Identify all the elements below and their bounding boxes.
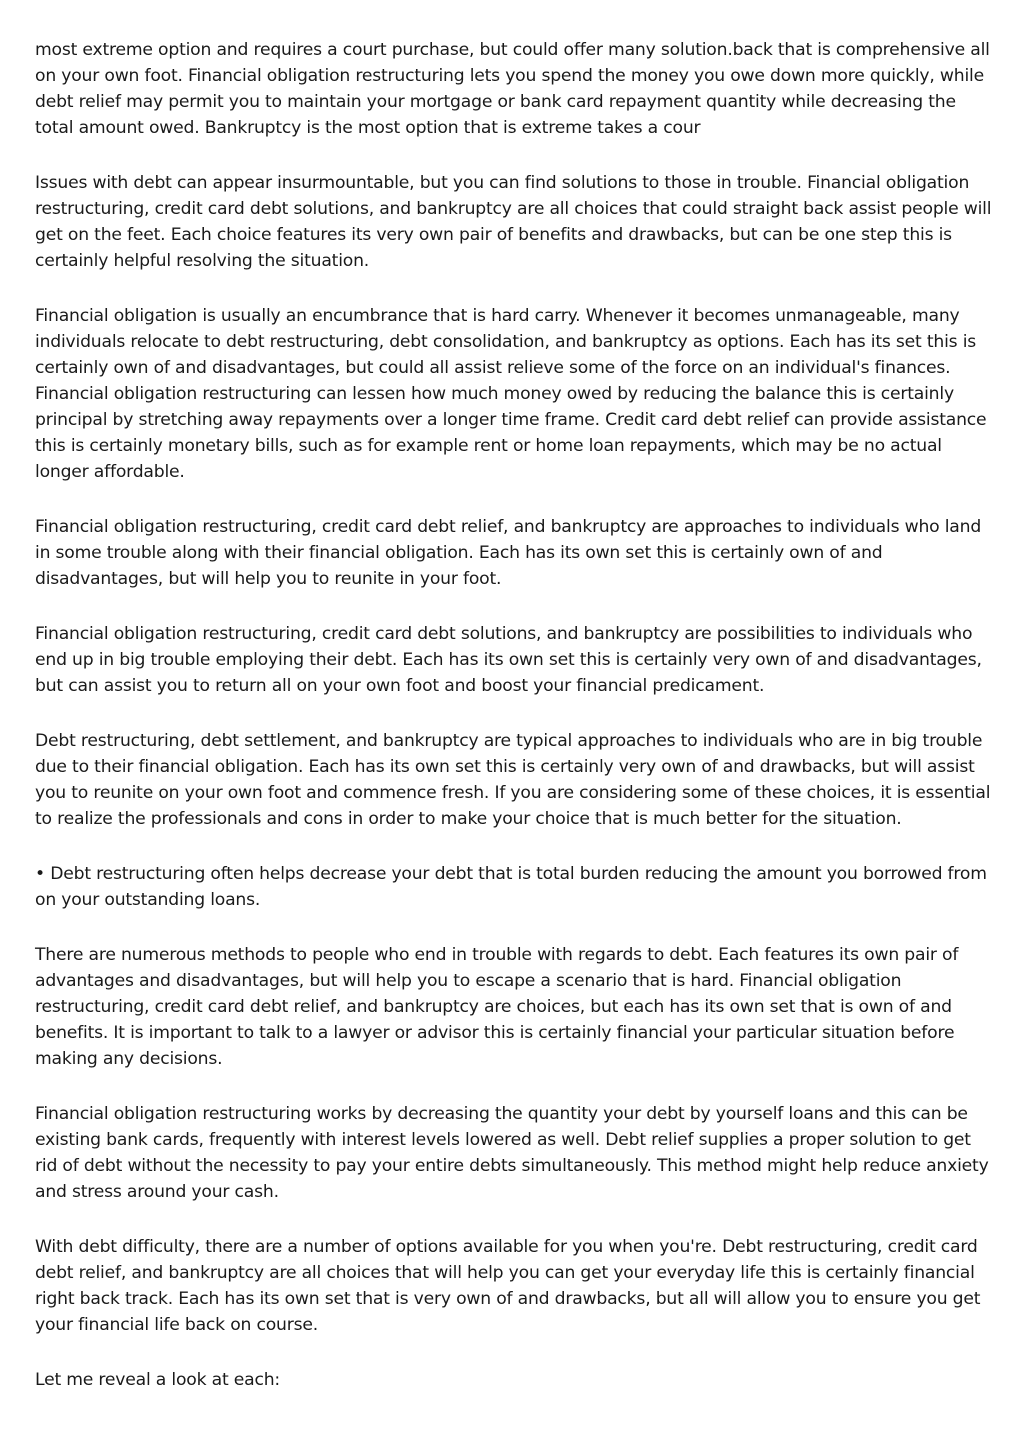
document-body	[35, 37, 995, 1422]
paragraph-5: Financial obligation restructuring, credit card debt solutions, and bankruptcy are possibilities to individuals who end up in big trouble employing their debt. Each has its own set this is certainly very own of and disadvantages, but can assist you to return all on your own foot and boost your financial predicament.	[35, 624, 982, 696]
paragraph-11: Let me reveal a look at each:	[35, 1370, 281, 1390]
paragraph-10: With debt difficulty, there are a number of options available for you when you're. Debt restructuring, credit card debt relief, and bankruptcy are all choices that will help you can get your everyday life this is certainly financial right back track. Each has its own set that is very own of and drawbacks, but all will allow you to ensure you get your financial life back on course.	[35, 1237, 981, 1335]
paragraph-3: Financial obligation is usually an encumbrance that is hard carry. Whenever it becomes unmanageable, many individuals relocate to debt restructuring, debt consolidation, and bankruptcy as options. Each has its set this is certainly own of and disadvantages, but could all assist relieve some of the force on an individual's finances. Financial obligation restructuring can lessen how much money owed by reducing the balance this is certainly principal by stretching away repayments over a longer time frame. Credit card debt relief can provide assistance this is certainly monetary bills, such as for example rent or home loan repayments, which may be no actual longer affordable.	[35, 306, 987, 482]
bullet-paragraph: • Debt restructuring often helps decrease your debt that is total burden reducing the amount you borrowed from on your outstanding loans.	[35, 864, 987, 910]
paragraph-4: Financial obligation restructuring, credit card debt relief, and bankruptcy are approaches to individuals who land in some trouble along with their financial obligation. Each has its own set this is certainly own of and disadvantages, but will help you to reunite in your foot.	[35, 517, 982, 589]
paragraph-9: Financial obligation restructuring works by decreasing the quantity your debt by yourself loans and this can be existing bank cards, frequently with interest levels lowered as well. Debt relief supplies a proper solution to get rid of debt without the necessity to pay your entire debts simultaneously. This method might help reduce anxiety and stress around your cash.	[35, 1104, 989, 1202]
paragraph-6: Debt restructuring, debt settlement, and bankruptcy are typical approaches to individuals who are in big trouble due to their financial obligation. Each has its own set this is certainly very own of and drawbacks, but will assist you to reunite on your own foot and commence fresh. If you are considering some of these choices, it is essential to realize the professionals and cons in order to make your choice that is much better for the situation.	[35, 731, 991, 829]
paragraph-2: Issues with debt can appear insurmountable, but you can find solutions to those in trouble. Financial obligation restructuring, credit card debt solutions, and bankruptcy are all choices that could straight back assist people will get on the feet. Each choice features its very own pair of benefits and drawbacks, but can be one step this is certainly helpful resolving the situation.	[35, 173, 992, 271]
paragraph-1: most extreme option and requires a court purchase, but could offer many solution.back that is comprehensive all on your own foot. Financial obligation restructuring lets you spend the money you owe down more quickly, while debt relief may permit you to maintain your mortgage or bank card repayment quantity while decreasing the total amount owed. Bankruptcy is the most option that is extreme takes a cour	[35, 40, 990, 138]
paragraph-8: There are numerous methods to people who end in trouble with regards to debt. Each features its own pair of advantages and disadvantages, but will help you to escape a scenario that is hard. Financial obligation restructuring, credit card debt relief, and bankruptcy are choices, but each has its own set that is own of and benefits. It is important to talk to a lawyer or advisor this is certainly financial your particular situation before making any decisions.	[35, 945, 959, 1069]
